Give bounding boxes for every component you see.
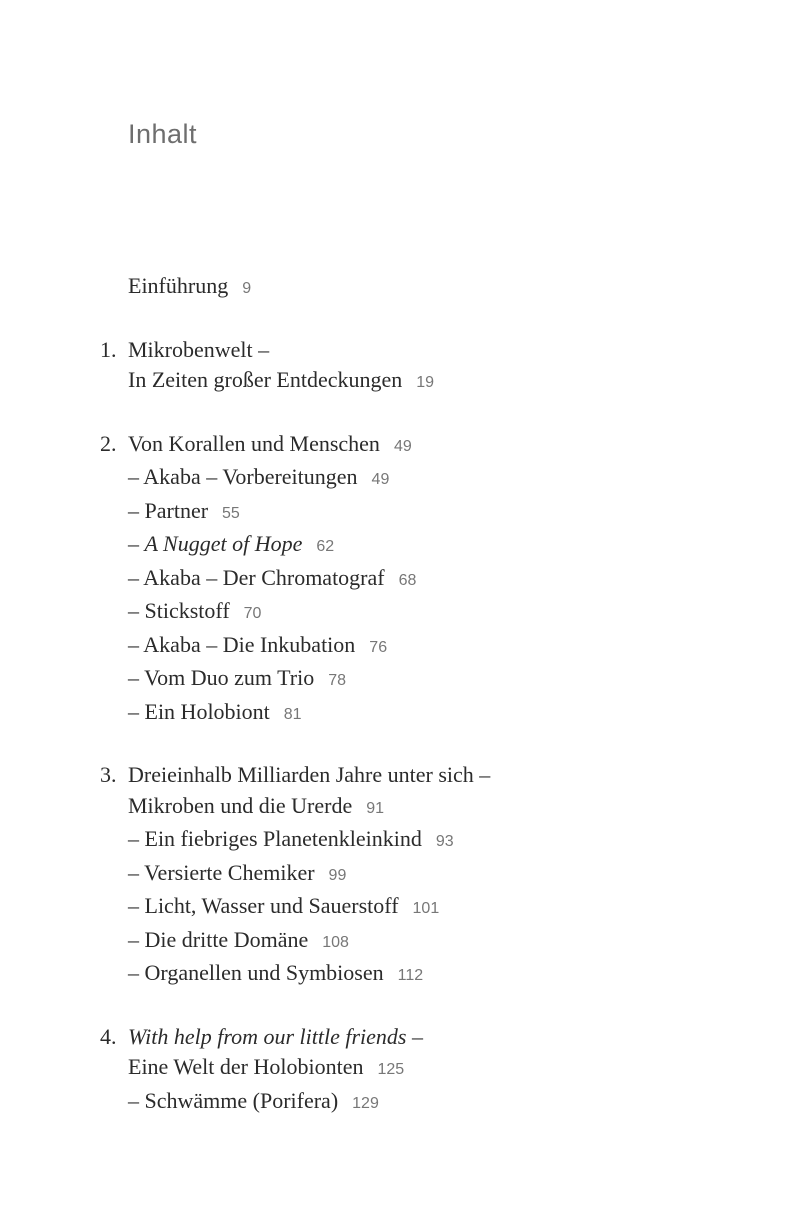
entry-lines xyxy=(128,1022,731,1120)
entry-number: 2. xyxy=(100,430,117,456)
toc-line xyxy=(128,824,731,858)
page-number: 55 xyxy=(222,504,240,522)
entry-title: In Zeiten großer Entdeckungen xyxy=(128,367,403,393)
dash-prefix: – xyxy=(128,893,145,919)
dash-prefix: – xyxy=(128,665,145,691)
page-number: 91 xyxy=(366,799,385,817)
page-title: Inhalt xyxy=(128,119,198,149)
page-number: 68 xyxy=(398,571,417,589)
toc-line xyxy=(128,596,731,630)
entry-title: Akaba – Vorbereitungen xyxy=(143,464,358,490)
page-number: 19 xyxy=(416,374,435,392)
dash-prefix: – xyxy=(128,1087,145,1113)
dash-prefix: – xyxy=(128,531,145,557)
dash-prefix: – xyxy=(128,859,145,885)
dash-prefix: – xyxy=(128,826,145,852)
page-number: 9 xyxy=(242,280,252,298)
toc-line xyxy=(128,496,731,530)
entry-title: With help from our little friends – xyxy=(128,1023,423,1049)
entry-lines xyxy=(128,335,731,399)
toc-line xyxy=(128,697,731,731)
toc-entry xyxy=(100,760,731,992)
toc-line xyxy=(128,429,731,463)
toc-line xyxy=(128,925,731,959)
entry-title: Mikrobenwelt – xyxy=(128,336,270,362)
entry-title: Licht, Wasser und Sauerstoff xyxy=(144,893,399,919)
entry-title: Eine Welt der Holobionten xyxy=(128,1054,364,1080)
toc-line xyxy=(128,1086,731,1120)
entry-title: Partner xyxy=(144,497,209,523)
entry-lines xyxy=(128,429,731,731)
entry-title: Dreieinhalb Milliarden Jahre unter sich – xyxy=(128,762,491,788)
toc-line xyxy=(128,335,731,366)
toc-entries xyxy=(100,271,731,1119)
page-number: 81 xyxy=(283,705,302,723)
entry-title: Ein Holobiont xyxy=(144,698,270,724)
page-number: 101 xyxy=(412,900,440,918)
dash-prefix: – xyxy=(128,631,144,657)
page-number: 62 xyxy=(316,538,335,556)
dash-prefix: – xyxy=(128,926,145,952)
toc-entry xyxy=(100,271,731,305)
dash-prefix: – xyxy=(128,698,145,724)
entry-title: Versierte Chemiker xyxy=(144,859,315,885)
toc-line xyxy=(128,271,731,305)
dash-prefix: – xyxy=(128,598,145,624)
toc-line xyxy=(128,462,731,496)
entry-title: Vom Duo zum Trio xyxy=(144,665,315,691)
toc-line xyxy=(128,791,731,825)
toc-line xyxy=(128,891,731,925)
entry-title: Ein fiebriges Planetenkleinkind xyxy=(144,826,422,852)
toc-line xyxy=(128,958,731,992)
page-number: 76 xyxy=(369,638,388,656)
entry-title: A Nugget of Hope xyxy=(144,531,303,557)
entry-lines xyxy=(128,271,731,305)
entry-title: Von Korallen und Menschen xyxy=(128,430,380,456)
dash-prefix: – xyxy=(128,464,144,490)
entry-title: Mikroben und die Urerde xyxy=(128,792,353,818)
entry-lines xyxy=(128,760,731,992)
entry-number: 3. xyxy=(100,762,117,788)
page-number: 112 xyxy=(397,967,424,985)
toc-line xyxy=(128,563,731,597)
entry-title: Einführung xyxy=(128,273,229,299)
dash-prefix: – xyxy=(128,497,145,523)
page-number: 78 xyxy=(328,672,347,690)
entry-title: Schwämme (Porifera) xyxy=(144,1087,339,1113)
page-number: 129 xyxy=(352,1094,379,1112)
toc-line xyxy=(128,760,731,791)
entry-number: 1. xyxy=(100,336,117,362)
page-number: 93 xyxy=(435,833,454,851)
entry-number: 4. xyxy=(100,1023,117,1049)
toc-entry xyxy=(100,335,731,399)
entry-title: Stickstoff xyxy=(144,598,230,624)
page-number: 99 xyxy=(328,866,347,884)
toc-line xyxy=(128,1022,731,1053)
entry-title: Organellen und Symbiosen xyxy=(144,960,384,986)
dash-prefix: – xyxy=(128,960,145,986)
entry-title: Die dritte Domäne xyxy=(144,926,309,952)
page-number: 70 xyxy=(243,605,262,623)
entry-title: Akaba – Der Chromatograf xyxy=(143,564,385,590)
dash-prefix: – xyxy=(128,564,144,590)
toc-line xyxy=(128,529,731,563)
page-number: 49 xyxy=(393,437,412,455)
toc-line xyxy=(128,858,731,892)
page-number: 125 xyxy=(377,1061,405,1079)
toc-line xyxy=(128,663,731,697)
toc-entry xyxy=(100,1022,731,1120)
toc-line xyxy=(128,630,731,664)
toc-entry xyxy=(100,429,731,731)
toc-line xyxy=(128,365,731,399)
entry-title: Akaba – Die Inkubation xyxy=(143,631,356,657)
page-number: 108 xyxy=(322,933,349,951)
page-number: 49 xyxy=(371,471,390,489)
toc-line xyxy=(128,1052,731,1086)
